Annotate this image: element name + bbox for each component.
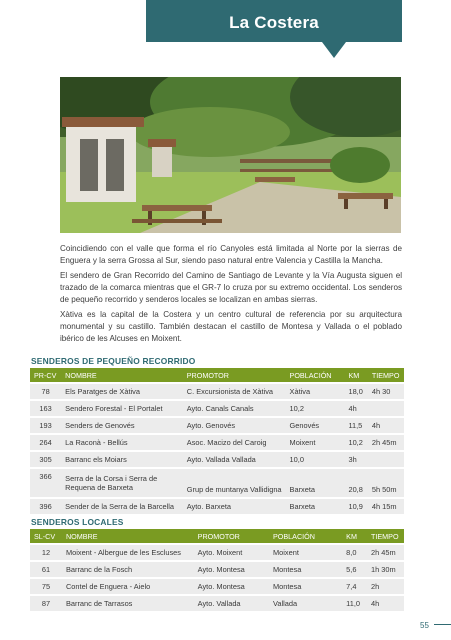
cell-time: 4h xyxy=(368,418,404,433)
cell-km: 8,0 xyxy=(342,545,367,560)
xativa-paragraph: Xàtiva es la capital de la Costera y un centro cultural de referencia por su arquitectura monumental y su castillo. También destacan el castillo de Montesa y Vallada o el poblado ibérico de les Alcuses en Moixent. xyxy=(60,310,402,344)
cell-time xyxy=(368,452,404,467)
cell-time xyxy=(368,401,404,416)
col-header-name: NOMBRE xyxy=(61,368,183,382)
table-row xyxy=(30,469,404,497)
cell-code: 163 xyxy=(30,401,61,416)
cell-name: Sender de la Serra de la Barcella xyxy=(61,499,183,514)
cell-promoter: Asoc. Macizo del Caroig xyxy=(183,435,286,450)
banner-notch xyxy=(322,42,346,58)
cell-code: 78 xyxy=(30,384,61,399)
cell-town: 10,0 xyxy=(286,452,345,467)
cell-name: Serra de la Corsa i Serra de Requena de Barxeta xyxy=(61,469,183,497)
cell-town: Barxeta xyxy=(286,469,345,497)
cell-code: 396 xyxy=(30,499,61,514)
park-photo xyxy=(60,77,401,233)
table-row xyxy=(30,452,404,467)
cell-time: 1h 30m xyxy=(367,562,404,577)
cell-time: 2h 45m xyxy=(367,545,404,560)
sl-section-title: SENDEROS LOCALES xyxy=(31,517,124,527)
cell-code: 193 xyxy=(30,418,61,433)
cell-code: 305 xyxy=(30,452,61,467)
cell-km: 4h xyxy=(344,401,367,416)
cell-promoter: Ayto. Genovés xyxy=(183,418,286,433)
cell-town: Montesa xyxy=(269,579,342,594)
cell-code: 87 xyxy=(30,596,62,611)
cell-time: 4h xyxy=(367,596,404,611)
table-row xyxy=(30,499,404,514)
cell-promoter: Ayto. Moixent xyxy=(194,545,269,560)
table-header-row xyxy=(30,368,404,382)
cell-km: 3h xyxy=(344,452,367,467)
cell-town: Barxeta xyxy=(286,499,345,514)
cell-time: 2h 45m xyxy=(368,435,404,450)
cell-name: Barranc de Tarrasos xyxy=(62,596,194,611)
cell-time: 5h 50m xyxy=(368,469,404,497)
cell-town: Vallada xyxy=(269,596,342,611)
table-row xyxy=(30,579,404,594)
table-row xyxy=(30,545,404,560)
cell-km: 18,0 xyxy=(344,384,367,399)
col-header-code: PR-CV xyxy=(30,368,61,382)
cell-promoter: Ayto. Canals Canals xyxy=(183,401,286,416)
col-header-km: KM xyxy=(344,368,367,382)
col-header-time: TIEMPO xyxy=(368,368,404,382)
col-header-promoter: PROMOTOR xyxy=(194,529,269,543)
cell-town: Moixent xyxy=(269,545,342,560)
cell-km: 10,9 xyxy=(344,499,367,514)
table-row xyxy=(30,596,404,611)
cell-name: Sendero Forestal - El Portalet xyxy=(61,401,183,416)
table-row xyxy=(30,435,404,450)
cell-promoter: Ayto. Vallada xyxy=(194,596,269,611)
cell-name: Moixent - Albergue de les Escluses xyxy=(62,545,194,560)
col-header-town: POBLACIÓN xyxy=(269,529,342,543)
table-row xyxy=(30,384,404,399)
cell-time: 4h 15m xyxy=(368,499,404,514)
col-header-promoter: PROMOTOR xyxy=(183,368,286,382)
routes-paragraph: El sendero de Gran Recorrido del Camino de Santiago de Levante y la Vía Augusta siguen el trazado de la comarca mientras que el GR-7 lo cruza por su extremo occidental. Los senderos de pequeño recorrido y senderos locales se localizan en ambas sierras. xyxy=(60,271,402,305)
cell-km: 20,8 xyxy=(344,469,367,497)
pr-section-title: SENDEROS DE PEQUEÑO RECORRIDO xyxy=(31,356,196,366)
cell-code: 366 xyxy=(30,469,61,497)
sl-routes-table xyxy=(30,527,404,613)
intro-paragraph: Coincidiendo con el valle que forma el río Canyoles está limitada al Norte por la sierras de Enguera y la serra Grossa al Sur, siendo paso natural entre Valencia y Castilla la Mancha. xyxy=(60,244,402,266)
cell-time: 4h 30 xyxy=(368,384,404,399)
cell-name: Senders de Genovés xyxy=(61,418,183,433)
cell-promoter: Ayto. Montesa xyxy=(194,562,269,577)
page-number: 55 xyxy=(420,621,429,630)
cell-town: Xàtiva xyxy=(286,384,345,399)
cell-promoter: Grup de muntanya Vallidigna xyxy=(183,469,286,497)
col-header-time: TIEMPO xyxy=(367,529,404,543)
cell-name: Barranc de la Fosch xyxy=(62,562,194,577)
cell-code: 12 xyxy=(30,545,62,560)
table-row xyxy=(30,418,404,433)
cell-town: Moixent xyxy=(286,435,345,450)
table-row xyxy=(30,401,404,416)
cell-code: 264 xyxy=(30,435,61,450)
col-header-town: POBLACIÓN xyxy=(286,368,345,382)
cell-code: 75 xyxy=(30,579,62,594)
cell-name: Els Paratges de Xàtiva xyxy=(61,384,183,399)
cell-promoter: Ayto. Barxeta xyxy=(183,499,286,514)
pr-routes-table xyxy=(30,366,404,516)
col-header-code: SL-CV xyxy=(30,529,62,543)
cell-promoter: Ayto. Montesa xyxy=(194,579,269,594)
col-header-name: NOMBRE xyxy=(62,529,194,543)
cell-town: Montesa xyxy=(269,562,342,577)
cell-name: La Raconà - Bellús xyxy=(61,435,183,450)
cell-km: 7,4 xyxy=(342,579,367,594)
cell-town: Genovés xyxy=(286,418,345,433)
cell-km: 5,6 xyxy=(342,562,367,577)
cell-km: 10,2 xyxy=(344,435,367,450)
page-number-rule xyxy=(434,624,451,625)
cell-name: Contel de Enguera - Aielo xyxy=(62,579,194,594)
cell-promoter: Ayto. Vallada Vallada xyxy=(183,452,286,467)
cell-code: 61 xyxy=(30,562,62,577)
table-row xyxy=(30,562,404,577)
cell-km: 11,0 xyxy=(342,596,367,611)
page-title: La Costera xyxy=(229,13,319,32)
cell-town: 10,2 xyxy=(286,401,345,416)
table-header-row xyxy=(30,529,404,543)
cell-km: 11,5 xyxy=(344,418,367,433)
cell-name: Barranc els Moiars xyxy=(61,452,183,467)
cell-time: 2h xyxy=(367,579,404,594)
col-header-km: KM xyxy=(342,529,367,543)
cell-promoter: C. Excursionista de Xàtiva xyxy=(183,384,286,399)
